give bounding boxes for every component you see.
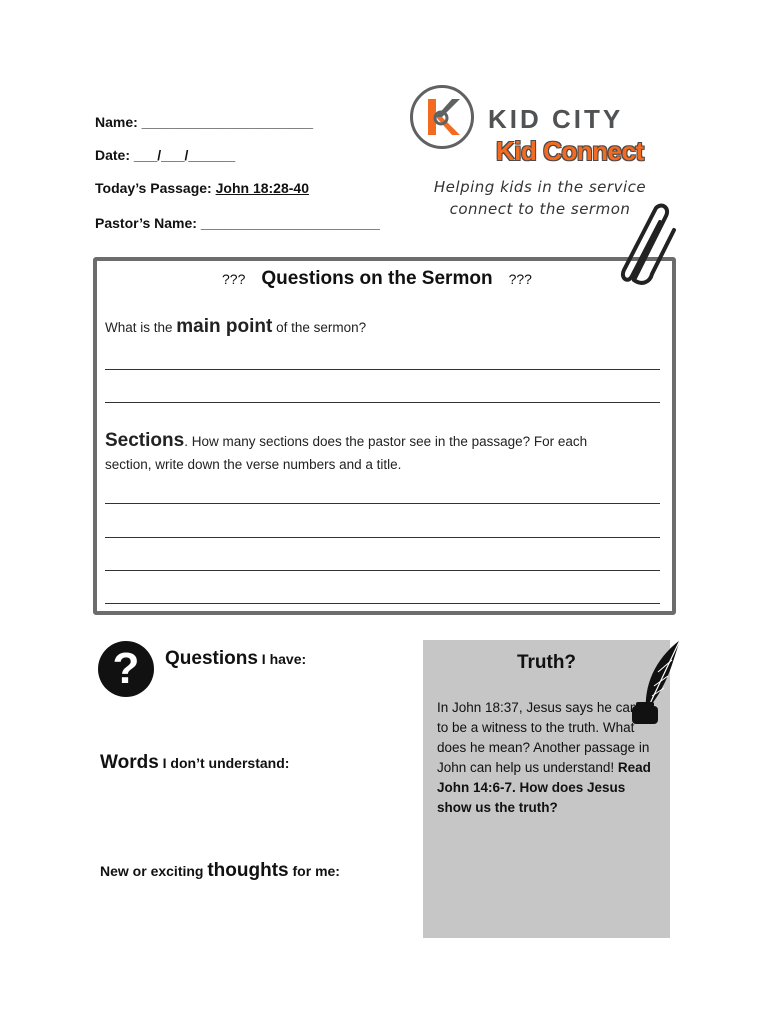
passage-value: John 18:28-40 (215, 180, 309, 196)
main-point-suffix: of the sermon? (272, 320, 367, 335)
answer-line[interactable] (105, 402, 660, 403)
main-point-emphasis: main point (176, 316, 273, 337)
answer-line[interactable] (105, 537, 660, 538)
words-prompt (100, 752, 289, 774)
paperclip-icon (612, 200, 682, 293)
title-qmarks-right: ??? (508, 271, 532, 287)
answer-line[interactable] (105, 570, 660, 571)
answer-line[interactable] (105, 503, 660, 504)
logo-k-icon (413, 88, 471, 146)
words-text: I don’t understand: (158, 755, 290, 771)
words-emphasis: Words (100, 752, 159, 773)
sections-question (105, 430, 587, 452)
answer-line[interactable] (105, 603, 660, 604)
sections-question-line-2: section, write down the verse numbers and a title. (105, 457, 402, 472)
answer-line[interactable] (105, 369, 660, 370)
kid-city-logo (410, 85, 474, 149)
main-point-prefix: What is the (105, 320, 177, 335)
sermon-title-text: Questions on the Sermon (261, 268, 493, 289)
thoughts-emphasis: thoughts (207, 860, 289, 881)
sections-text: . How many sections does the pastor see in the passage? For each (184, 434, 588, 449)
questions-text: I have: (257, 651, 307, 667)
sermon-box-title (222, 268, 548, 290)
questions-emphasis: Questions (165, 648, 258, 669)
truth-title: Truth? (516, 652, 577, 673)
truth-body-bold: Read John 14:6-7. How does Jesus show us the truth? (437, 760, 651, 815)
date-field[interactable]: Date: ___/___/______ (95, 147, 236, 163)
passage-label: Today’s Passage: (95, 180, 216, 196)
brand-subtitle: Kid Connect (496, 136, 644, 166)
sections-emphasis: Sections (105, 430, 185, 451)
thoughts-suffix: for me: (288, 863, 340, 879)
thoughts-prompt (100, 860, 340, 882)
tagline-line-2: connect to the sermon (449, 200, 631, 218)
passage-field (95, 180, 309, 196)
title-qmarks-left: ??? (222, 271, 246, 287)
truth-body (437, 698, 655, 818)
pastor-name-field[interactable]: Pastor’s Name: _______________________ (95, 215, 380, 231)
truth-body-text: In John 18:37, Jesus says he came to be a witness to the truth. What does he mean? Another passage in John can help us understand! (437, 700, 650, 775)
main-point-question (105, 316, 366, 338)
brand-name: KID CITY (488, 104, 624, 134)
thoughts-prefix: New or exciting (100, 863, 208, 879)
name-field[interactable]: Name: ______________________ (95, 114, 313, 130)
questions-prompt (165, 648, 306, 670)
question-mark-icon: ? (98, 641, 154, 697)
tagline-line-1: Helping kids in the service (433, 178, 647, 196)
